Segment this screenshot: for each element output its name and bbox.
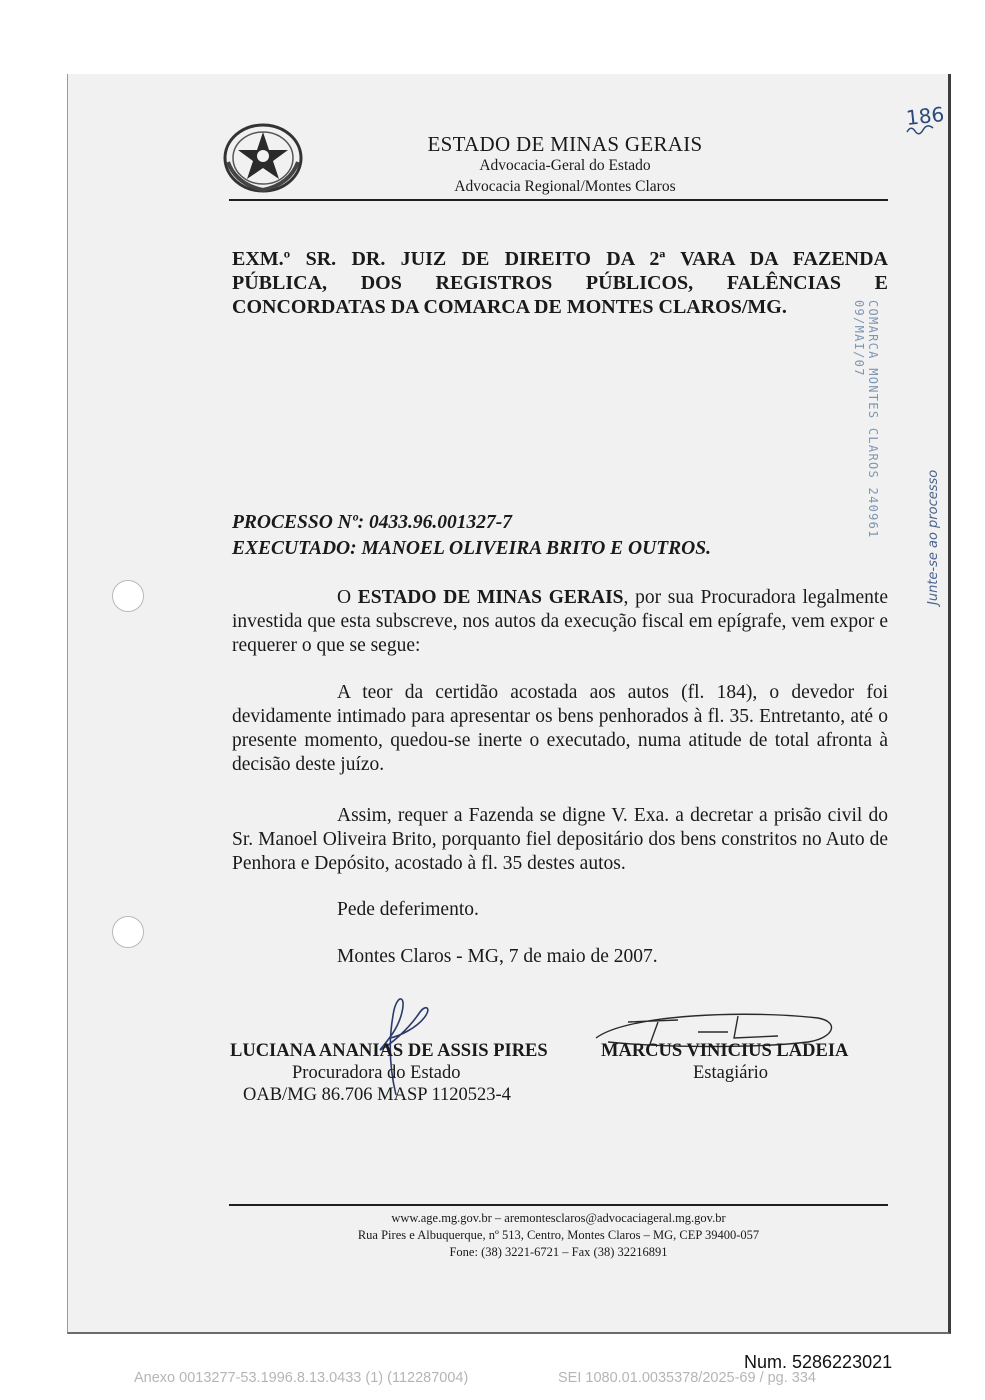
party-name: ESTADO DE MINAS GERAIS xyxy=(357,587,624,608)
signer-name-estagiario: MARCUS VINICIUS LADEIA xyxy=(601,1041,849,1061)
punch-hole xyxy=(112,916,144,948)
handwritten-margin-note: Junte-se ao processo xyxy=(926,469,941,605)
paragraph-facts: A teor da certidão acostada aos autos (fl. 184), o devedor foi devidamente intimado para apresentar os bens penhorados à fl. 35. Entretanto, até o presente momento, quedou-se inerte o executado, numa atitude de total afronta à decisão deste juízo. xyxy=(232,682,888,775)
footer-phone: Fone: (38) 3221-6721 – Fax (38) 32216891 xyxy=(449,1245,668,1259)
document-number: Num. 5286223021 xyxy=(744,1352,893,1372)
handwritten-squiggle-icon xyxy=(906,124,934,136)
signer-registration: OAB/MG 86.706 MASP 1120523-4 xyxy=(243,1085,511,1105)
punch-hole xyxy=(112,580,144,612)
paragraph-request: Assim, requer a Fazenda se digne V. Exa. a decretar a prisão civil do Sr. Manoel Oliveira Brito, porquanto fiel depositário dos bens constritos no Auto de Penhora e Depósito, acostado à fl. 35 destes autos. xyxy=(232,805,888,874)
intro-text: O xyxy=(337,587,358,608)
addressee-block xyxy=(232,247,888,319)
closing-line: Pede deferimento. xyxy=(337,899,479,920)
signer-role-procuradora: Procuradora do Estado xyxy=(292,1063,461,1083)
footer-divider xyxy=(229,1204,888,1206)
handwritten-page-number: 186 xyxy=(904,102,946,130)
executed-party: EXECUTADO: MANOEL OLIVEIRA BRITO E OUTROS. xyxy=(232,538,711,559)
header-divider xyxy=(229,199,888,201)
sei-reference: SEI 1080.01.0035378/2025-69 / pg. 334 xyxy=(558,1370,816,1386)
footer-address: Rua Pires e Albuquerque, nº 513, Centro, Montes Claros – MG, CEP 39400-057 xyxy=(357,1228,760,1242)
place-and-date: Montes Claros - MG, 7 de maio de 2007. xyxy=(337,946,658,967)
header-subtitle: Advocacia-Geral do Estado xyxy=(479,157,651,174)
addressee-line: PÚBLICA, DOS REGISTROS PÚBLICOS, FALÊNCIAS E xyxy=(232,272,888,294)
process-number: PROCESSO Nº: 0433.96.001327-7 xyxy=(232,512,512,533)
footer-contact-web: www.age.mg.gov.br – aremontesclaros@advocaciageral.mg.gov.br xyxy=(391,1211,726,1225)
intro-rest: , por sua Procuradora legalmente investida que esta subscreve, nos autos da execução fiscal em epígrafe, vem expor e requerer o que se segue: xyxy=(232,587,889,656)
annex-reference: Anexo 0013277-53.1996.8.13.0433 (1) (112287004) xyxy=(134,1370,469,1386)
protocol-stamp: COMARCA MONTES CLAROS 240961 09/MAI/07 xyxy=(852,300,880,539)
paragraph-intro xyxy=(232,586,888,658)
header-subtitle-regional: Advocacia Regional/Montes Claros xyxy=(454,178,676,195)
addressee-line: CONCORDATAS DA COMARCA DE MONTES CLAROS/MG. xyxy=(232,296,787,318)
signer-role-estagiario: Estagiário xyxy=(693,1063,769,1083)
header-title: ESTADO DE MINAS GERAIS xyxy=(427,132,703,156)
addressee-line: EXM.º SR. DR. JUIZ DE DIREITO DA 2ª VARA DA FAZENDA xyxy=(232,248,888,270)
coat-of-arms-icon xyxy=(222,122,304,194)
signer-name-procuradora: LUCIANA ANANIAS DE ASSIS PIRES xyxy=(230,1041,548,1061)
